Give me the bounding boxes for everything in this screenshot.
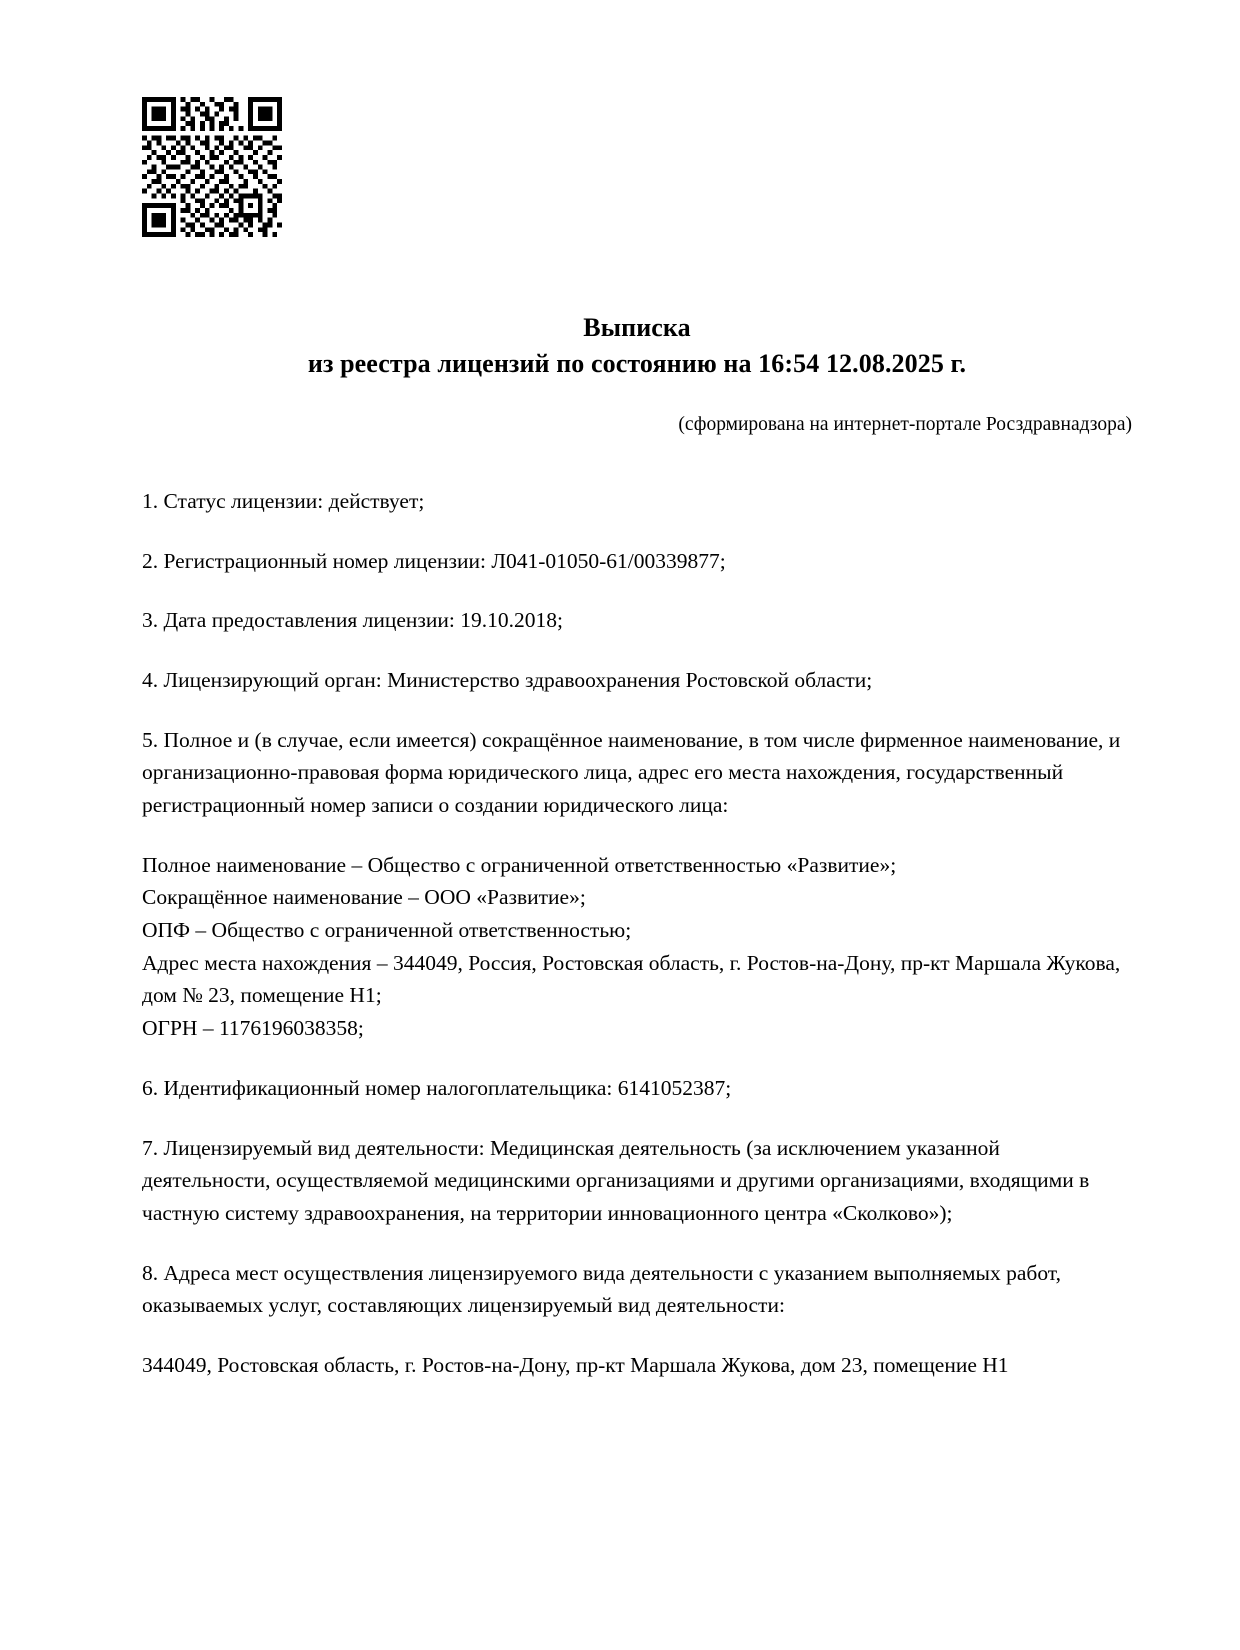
entity-legal-form: ОПФ – Общество с ограниченной ответственностью; <box>142 918 632 943</box>
taxpayer-inn: 6. Идентификационный номер налогоплательщика: 6141052387; <box>142 1075 732 1100</box>
title-line-1: Выписка <box>583 313 691 342</box>
activity-addresses-clause: 8. Адреса мест осуществления лицензируемого вида деятельности с указанием выполняемых работ, оказываемых услуг, составляющих лицензируемый вид деятельности: <box>142 1260 1061 1318</box>
license-number: 2. Регистрационный номер лицензии: Л041-01050-61/00339877; <box>142 548 726 573</box>
entity-ogrn: ОГРН – 1176196038358; <box>142 1016 364 1041</box>
entity-address: Адрес места нахождения – 344049, Россия, Ростовская область, г. Ростов-на-Дону, пр-кт Маршала Жукова, дом № 23, помещение Н1; <box>142 950 1121 1008</box>
license-date: 3. Дата предоставления лицензии: 19.10.2018; <box>142 608 563 633</box>
document-title <box>142 310 1132 382</box>
activity-address: 344049, Ростовская область, г. Ростов-на-Дону, пр-кт Маршала Жукова, дом 23, помещение Н1 <box>142 1352 1009 1377</box>
license-status: 1. Статус лицензии: действует; <box>142 489 425 514</box>
title-line-2: из реестра лицензий по состоянию на 16:54 12.08.2025 г. <box>307 348 967 378</box>
entity-name-clause: 5. Полное и (в случае, если имеется) сокращённое наименование, в том числе фирменное наименование, и организационно-правовая форма юридического лица, адрес его места нахождения, государственный регистрационный номер записи о создании юридического лица: <box>142 727 1121 818</box>
entity-details <box>142 849 1132 1045</box>
licensing-authority: 4. Лицензирующий орган: Министерство здравоохранения Ростовской области; <box>142 668 873 693</box>
document-subtitle: (сформирована на интернет-портале Росздравнадзора) <box>678 413 1132 435</box>
entity-full-name: Полное наименование – Общество с ограниченной ответственностью «Развитие»; <box>142 852 897 877</box>
document-body <box>142 485 1132 1381</box>
licensed-activity: 7. Лицензируемый вид деятельности: Медицинская деятельность (за исключением указанной деятельности, осуществляемой медицинскими организациями и другими организациями, входящими в частную систему здравоохранения, на территории инновационного центра «Сколково»); <box>142 1135 1090 1225</box>
entity-short-name: Сокращённое наименование – ООО «Развитие»; <box>142 885 586 910</box>
document-content <box>142 310 1132 1409</box>
qr-code-icon <box>142 97 282 237</box>
